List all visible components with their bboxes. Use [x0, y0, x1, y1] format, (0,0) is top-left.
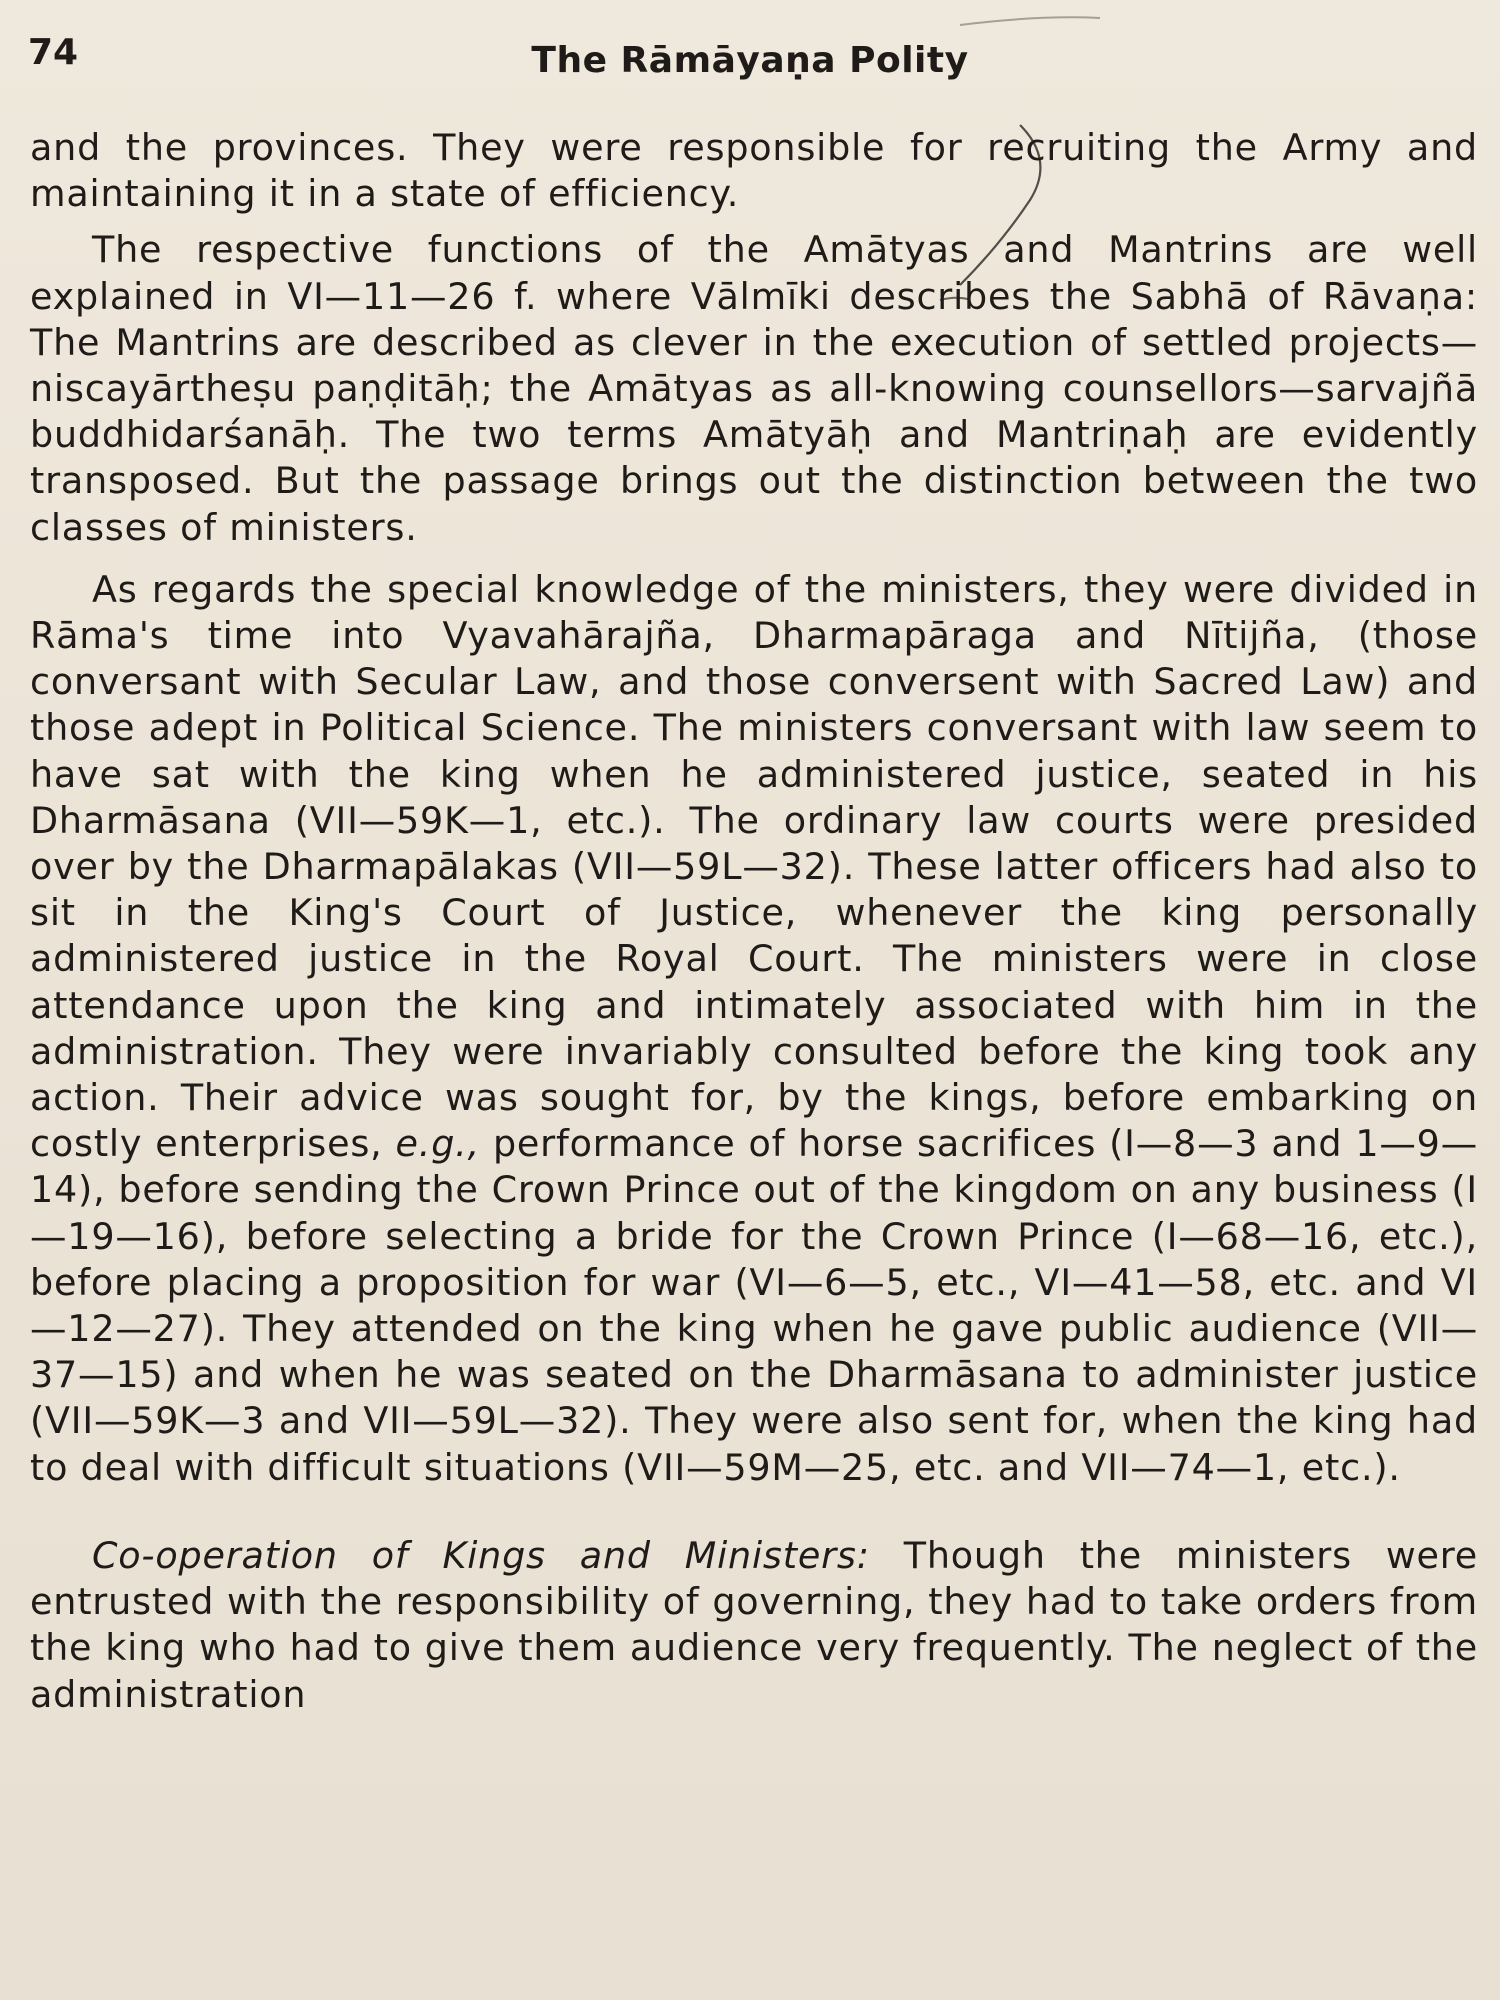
section-heading-cooperation: Co-operation of Kings and Ministers: [92, 1533, 870, 1577]
paragraph-cooperation [30, 1533, 1478, 1718]
page-header [28, 32, 1472, 92]
abbreviation-eg: e.g., [395, 1122, 480, 1166]
paragraph-army: and the provinces. They were responsible for recruiting the Army and maintaining it in a state of efficiency. [30, 126, 1478, 216]
page-body [30, 125, 1478, 1718]
running-title: The Rāmāyaṇa Polity [531, 40, 969, 81]
paragraph-special-knowledge-text: As regards the special knowledge of the ministers, they were divided in Rāma's time into Vyavahārajña, Dharmapāraga and Nītijña, (those conversant with Secular Law, and those conversent with Sacred Law) and those adept in Political Science. The ministers conversant with law seem to have sat with the king when he administered justice, seated in his Dharmāsana (VII—59K—1, etc.). The ordinary law courts were presided over by the Dharmapālakas (VII—59L—32). These latter officers had also to sit in the King's Court of Justice, whenever the king personally administered justice in the Royal Court. The ministers were in close attendance upon the king and intimately associated with him in the administration. They were invariably consulted before the king took any action. Their advice was sought for, by the kings, before embarking on costly enterprises, [30, 567, 1478, 1166]
paragraph-amatyas-mantrins: The respective functions of the Amātyas and Mantrins are well explained in VI—11—26 f. where Vālmīki describes the Sabhā of Rāvaṇa: The Mantrins are described as clever in the execution of settled projects—niscayārtheṣu paṇḍitāḥ; the Amātyas as all-knowing counsellors—sarvajñā buddhidarśanāḥ. The two terms Amātyāḥ and Mantriṇaḥ are evidently transposed. But the passage brings out the distinction between the two classes of ministers. [30, 228, 1478, 549]
page-number: 74 [28, 32, 79, 73]
paragraph-cooperation-text: Though the ministers were entrusted with the responsibility of governing, they had to take orders from the king who had to give them audience very frequently. The neglect of the administration [30, 1533, 1479, 1716]
paragraph-special-knowledge-continued: performance of horse sacrifices (I—8—3 and 1—9—14), before sending the Crown Prince out of the kingdom on any business (I—19—16), before selecting a bride for the Crown Prince (I—68—16, etc.), before placing a proposition for war (VI—6—5, etc., VI—41—58, etc. and VI—12—27). They attended on the king when he gave public audience (VII—37—15) and when he was seated on the Dharmāsana to administer justice (VII—59K—3 and VII—59L—32). They were also sent for, when the king had to deal with difficult situations (VII—59M—25, etc. and VII—74—1, etc.). [30, 1122, 1478, 1489]
paragraph-special-knowledge [30, 567, 1478, 1491]
